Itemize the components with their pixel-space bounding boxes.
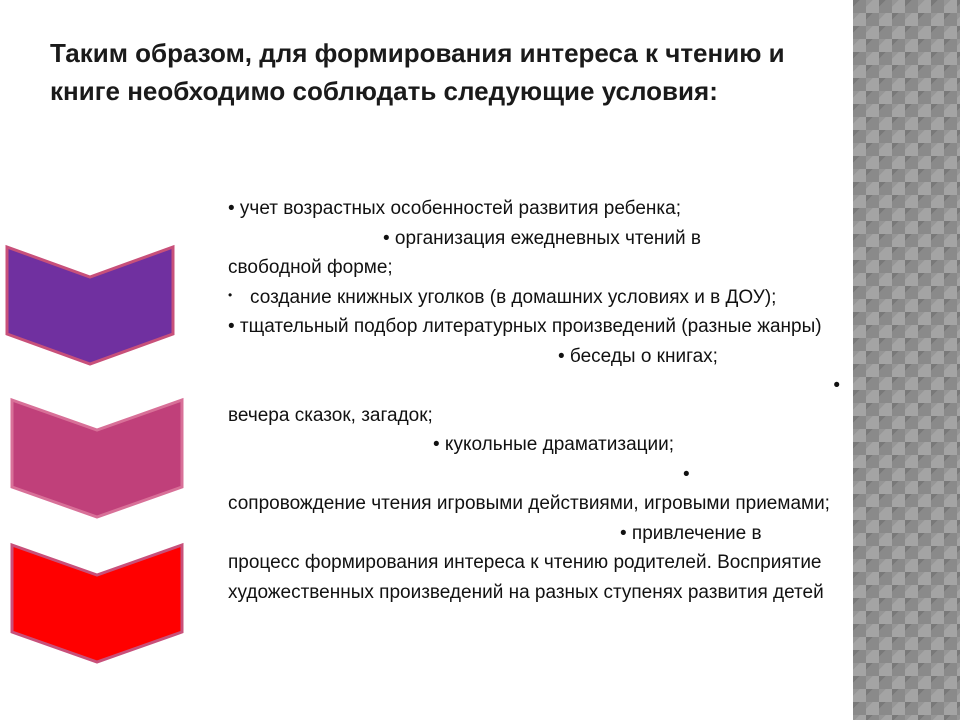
list-item: • тщательный подбор литературных произведений (разные жанры)	[228, 316, 822, 337]
list-item: • кукольные драматизации;	[433, 434, 675, 455]
list-item: сопровождение чтения игровыми действиями, игровыми приемами;	[228, 493, 830, 514]
list-item-text: создание книжных уголков (в домашних условиях и в ДОУ);	[250, 286, 777, 308]
chevron-purple	[7, 247, 173, 364]
chevron-red	[12, 545, 182, 662]
list-item: • привлечение в	[620, 522, 762, 544]
list-item-continuation: свободной форме;	[228, 257, 393, 278]
bullet-icon: •	[683, 463, 690, 485]
chevron-stack	[0, 0, 200, 720]
slide-title: Таким образом, для формирования интереса к чтению и книге необходимо соблюдать следующие условия:	[50, 38, 785, 106]
decorative-side-stripe	[853, 0, 960, 720]
list-item: • беседы о книгах;	[558, 345, 718, 367]
list-item: вечера сказок, загадок;	[228, 404, 433, 426]
bullet-icon: •	[228, 287, 233, 302]
conditions-list	[228, 194, 840, 607]
bullet-icon: •	[833, 375, 840, 396]
list-item	[228, 283, 840, 313]
list-item: • организация ежедневных чтений в	[383, 227, 702, 249]
chevron-pink	[12, 400, 182, 517]
list-item-continuation: процесс формирования интереса к чтению родителей. Восприятие художественных произведений на разных ступенях развития детей	[228, 552, 824, 603]
list-item: • учет возрастных особенностей развития ребенка;	[228, 198, 681, 219]
